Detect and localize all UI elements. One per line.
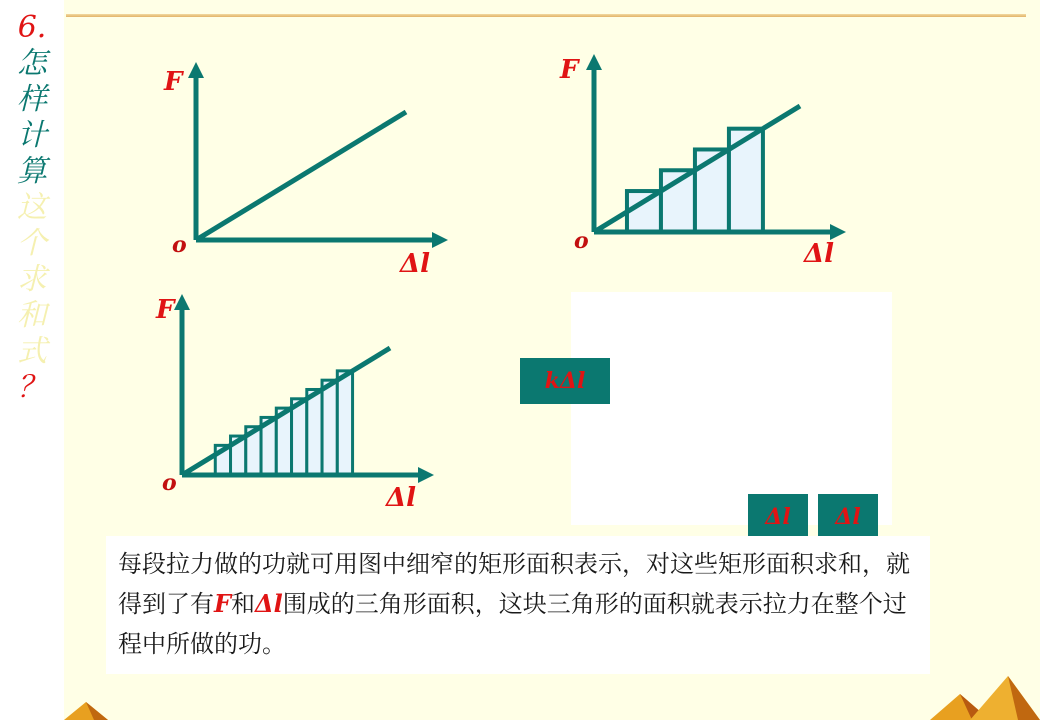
origin-label: o (574, 228, 589, 254)
x-arrow-icon (830, 224, 846, 240)
question-text (14, 46, 50, 406)
rectangles-group (215, 371, 352, 475)
question-char: 怎 (17, 46, 47, 81)
width-label-box: Δl (818, 494, 878, 540)
sidebar (0, 0, 64, 720)
graph-coarse-rectangles (548, 52, 868, 282)
x-arrow-icon (418, 467, 434, 483)
y-arrow-icon (586, 54, 602, 70)
area-rectangle (322, 380, 337, 475)
question-char: ？ (17, 370, 47, 405)
origin-label: o (172, 232, 187, 258)
illustration-panel (571, 292, 892, 525)
y-axis-label: F (560, 55, 579, 85)
decorative-pyramids-left (64, 698, 124, 720)
graph-fine-rectangles (136, 292, 456, 522)
extension-symbol: Δl (255, 589, 283, 618)
y-arrow-icon (174, 294, 190, 310)
explanation-text (106, 536, 930, 674)
question-char: 计 (17, 118, 47, 153)
question-char: 这 (17, 190, 47, 225)
question-number: 6. (17, 10, 47, 45)
x-axis-label: Δl (400, 249, 431, 279)
y-axis-label: F (164, 67, 183, 97)
origin-label: o (162, 470, 177, 496)
x-axis-label: Δl (386, 483, 417, 513)
width-label-box: Δl (748, 494, 808, 540)
question-char: 个 (17, 226, 47, 261)
question-char: 样 (17, 82, 47, 117)
graph-line (150, 60, 470, 290)
y-arrow-icon (188, 62, 204, 78)
area-rectangle (292, 399, 307, 475)
y-axis-label: F (156, 295, 175, 325)
question-char: 式 (17, 334, 47, 369)
question-char: 算 (17, 154, 47, 189)
area-rectangle (307, 389, 322, 475)
question-char: 求 (17, 262, 47, 297)
question-char: 和 (17, 298, 47, 333)
sidebar-title (14, 10, 50, 406)
explanation-and: 和 (231, 590, 256, 618)
force-line (196, 112, 406, 240)
height-label-box: kΔl (520, 358, 610, 404)
explanation-part1: 每段拉力做的功就可用图中细窄的矩形面积表示，对这些矩形面积求和，就得到了有 (118, 550, 910, 618)
force-symbol: F (214, 589, 232, 618)
top-divider (66, 14, 1026, 17)
x-arrow-icon (432, 232, 448, 248)
rectangles-group (627, 129, 763, 232)
x-axis-label: Δl (804, 239, 835, 269)
decorative-pyramids-right (930, 672, 1040, 720)
explanation-part2: 围成的三角形面积，这块三角形的面积就表示拉力在整个过程中所做的功。 (118, 590, 907, 658)
area-rectangle (337, 371, 352, 475)
